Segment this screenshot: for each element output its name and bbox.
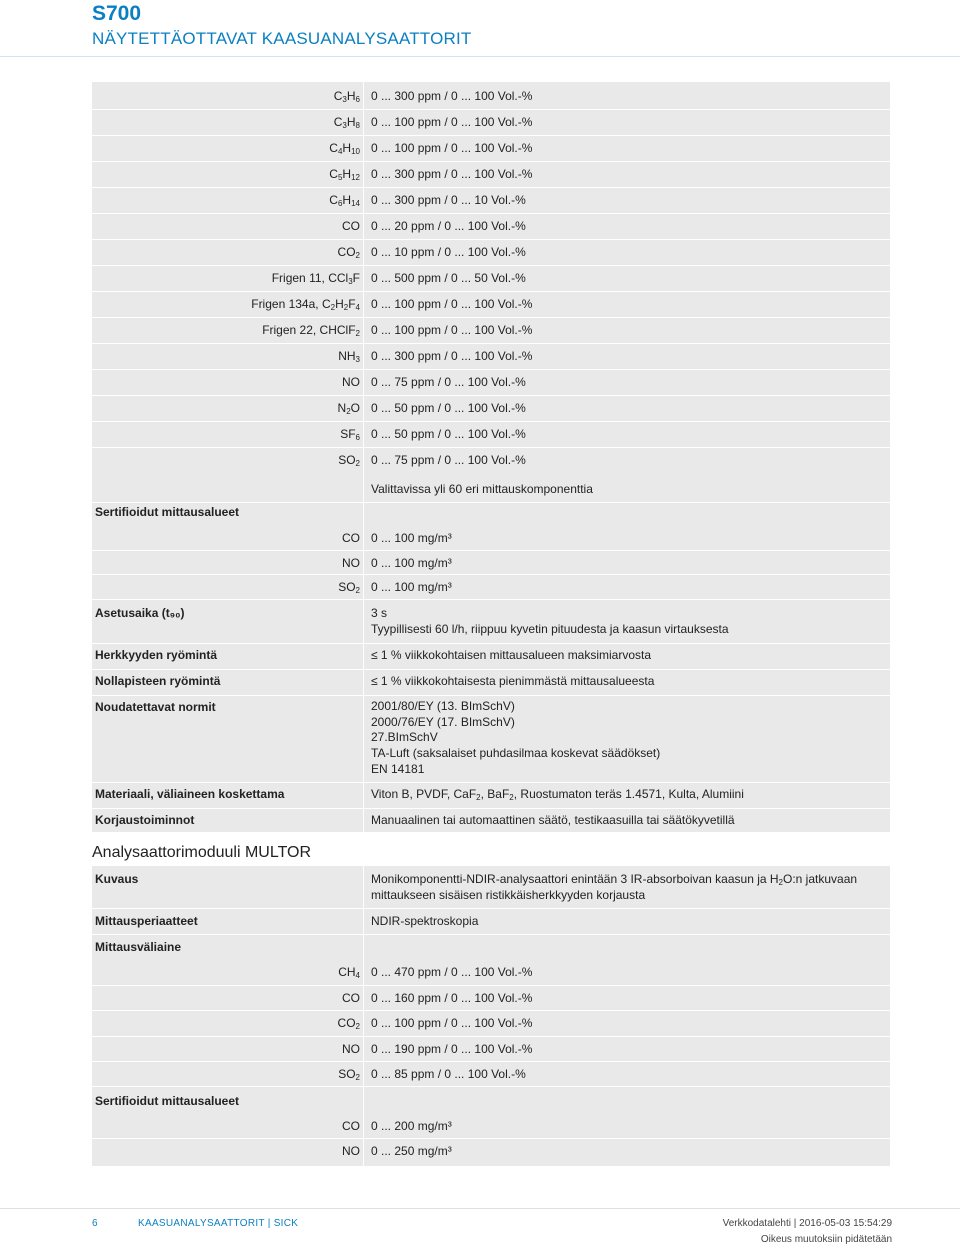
sensitivity-drift-label: Herkkyyden ryömintä bbox=[95, 648, 218, 662]
component-label: $C_4H_{10}$ bbox=[329, 141, 360, 156]
material-label: Materiaali, väliaineen koskettama bbox=[95, 787, 285, 801]
component-label: Frigen 22, CHClF$_2$ bbox=[262, 323, 360, 338]
component-label: Frigen 134a, $C_2H_2F_4$ bbox=[251, 297, 360, 312]
range-value: 0 ... 100 mg/m³ bbox=[371, 580, 452, 594]
component-label: $C_6H_{14}$ bbox=[329, 193, 360, 208]
component-label: $NH_3$ bbox=[338, 349, 360, 364]
range-value: 0 ... 50 ppm / 0 ... 100 Vol.-% bbox=[371, 401, 526, 415]
description-line-1: Monikomponentti-NDIR-analysaattori enintään 3 IR-absorboivan kaasun ja $H_2O:n$ jatkuvaan bbox=[371, 872, 858, 887]
zero-drift-value: ≤ 1 % viikkokohtaisesta pienimmästä mittausalueesta bbox=[371, 674, 655, 688]
range-value: 0 ... 100 mg/m³ bbox=[371, 531, 452, 545]
component-label: $CH_4$ bbox=[338, 965, 360, 980]
range-value: 0 ... 160 ppm / 0 ... 100 Vol.-% bbox=[371, 990, 533, 1005]
response-time-label: Asetusaika (t₉₀) bbox=[95, 606, 185, 620]
range-value: 0 ... 100 ppm / 0 ... 100 Vol.-% bbox=[371, 297, 533, 311]
range-value: 0 ... 100 ppm / 0 ... 100 Vol.-% bbox=[371, 1016, 533, 1030]
range-value: 0 ... 100 ppm / 0 ... 100 Vol.-% bbox=[371, 115, 533, 129]
range-value: 0 ... 100 ppm / 0 ... 100 Vol.-% bbox=[371, 323, 533, 337]
column-divider bbox=[363, 866, 364, 1166]
maintenance-label: Korjaustoiminnot bbox=[95, 813, 195, 827]
range-value: 0 ... 300 ppm / 0 ... 10 Vol.-% bbox=[371, 193, 526, 207]
principle-value: NDIR-spektroskopia bbox=[371, 914, 479, 928]
range-value: 0 ... 500 ppm / 0 ... 50 Vol.-% bbox=[371, 271, 526, 285]
component-label: $SO_2$ bbox=[338, 453, 360, 468]
page-number: 6 bbox=[92, 1218, 98, 1229]
component-label: $CO_2$ bbox=[337, 245, 360, 260]
range-value: 0 ... 470 ppm / 0 ... 100 Vol.-% bbox=[371, 965, 533, 979]
norms-label: Noudatettavat normit bbox=[95, 700, 216, 714]
principle-label: Mittausperiaatteet bbox=[95, 914, 198, 928]
product-code: S700 bbox=[92, 2, 142, 25]
maintenance-value: Manuaalinen tai automaattinen säätö, testikaasuilla tai säätökyvetillä bbox=[371, 813, 735, 827]
range-value: 0 ... 75 ppm / 0 ... 100 Vol.-% bbox=[371, 375, 526, 389]
component-label: $N_2O$ bbox=[337, 401, 360, 416]
norm-1: 2001/80/EY (13. BImSchV) bbox=[371, 699, 515, 713]
component-label: CO bbox=[342, 219, 360, 233]
footer-brand: KAASUANALYSAATTORIT | SICK bbox=[138, 1218, 299, 1229]
range-value: 0 ... 20 ppm / 0 ... 100 Vol.-% bbox=[371, 219, 526, 233]
description-line-2: mittaukseen sisäisen ristikkäisherkkyyden korjausta bbox=[371, 888, 646, 902]
material-value: Viton B, PVDF, CaF$_2$, BaF$_2$, Ruostumaton teräs 1.4571, Kulta, Alumiini bbox=[371, 787, 744, 802]
norm-3: 27.BImSchV bbox=[371, 730, 438, 744]
page-title: NÄYTETTÄOTTAVAT KAASUANALYSAATTORIT bbox=[92, 29, 472, 48]
range-value: 0 ... 250 mg/m³ bbox=[371, 1144, 452, 1158]
zero-drift-label: Nollapisteen ryömintä bbox=[95, 674, 221, 688]
range-value: 0 ... 300 ppm / 0 ... 100 Vol.-% bbox=[371, 167, 533, 181]
norm-4: TA-Luft (saksalaiset puhdasilmaa koskevat säädökset) bbox=[371, 746, 661, 760]
norm-5: EN 14181 bbox=[371, 762, 425, 776]
range-value: 0 ... 300 ppm / 0 ... 100 Vol.-% bbox=[371, 349, 533, 363]
component-label: NO bbox=[342, 1041, 360, 1056]
component-label: NO bbox=[342, 375, 360, 389]
range-value: 0 ... 100 ppm / 0 ... 100 Vol.-% bbox=[371, 141, 533, 155]
range-value: 0 ... 200 mg/m³ bbox=[371, 1119, 452, 1133]
range-value: 0 ... 10 ppm / 0 ... 100 Vol.-% bbox=[371, 245, 526, 259]
section-title: Analysaattorimoduuli MULTOR bbox=[92, 844, 312, 861]
component-label: $CO_2$ bbox=[337, 1016, 360, 1031]
spec-table-1 bbox=[92, 82, 890, 832]
range-value: 0 ... 100 mg/m³ bbox=[371, 555, 452, 570]
range-value: 0 ... 85 ppm / 0 ... 100 Vol.-% bbox=[371, 1067, 526, 1081]
page-header bbox=[0, 0, 960, 60]
component-label: $C_3H_8$ bbox=[333, 115, 360, 130]
component-label: $C_3H_6$ bbox=[333, 89, 360, 104]
component-label: NO bbox=[342, 555, 360, 570]
range-value: 0 ... 75 ppm / 0 ... 100 Vol.-% bbox=[371, 453, 526, 467]
component-label: $SF_6$ bbox=[340, 427, 360, 442]
sensitivity-drift-value: ≤ 1 % viikkokohtaisen mittausalueen maksimiarvosta bbox=[371, 648, 652, 662]
header-rule bbox=[0, 56, 960, 57]
component-label: CO bbox=[342, 1119, 360, 1133]
medium-label: Mittausväliaine bbox=[95, 940, 182, 954]
component-label: CO bbox=[342, 531, 360, 545]
norm-2: 2000/76/EY (17. BImSchV) bbox=[371, 715, 515, 729]
response-time-value: 3 s bbox=[371, 606, 388, 620]
flow-value: Tyypillisesti 60 l/h, riippuu kyvetin pituudesta ja kaasun virtauksesta bbox=[371, 622, 729, 636]
spec-table-2 bbox=[92, 866, 890, 1166]
component-label: CO bbox=[342, 990, 360, 1005]
range-value: 0 ... 300 ppm / 0 ... 100 Vol.-% bbox=[371, 89, 533, 103]
component-label: $SO_2$ bbox=[338, 1067, 360, 1082]
component-label: Frigen 11, CCl$_3$F bbox=[271, 271, 360, 286]
footer-datasheet: Verkkodatalehti | 2016-05-03 15:54:29 bbox=[722, 1218, 892, 1229]
note-text: Valittavissa yli 60 eri mittauskomponenttia bbox=[371, 482, 593, 496]
range-value: 0 ... 50 ppm / 0 ... 100 Vol.-% bbox=[371, 427, 526, 441]
cert-label-2: Sertifioidut mittausalueet bbox=[95, 1094, 240, 1108]
component-label: $C_5H_{12}$ bbox=[329, 167, 360, 182]
column-divider bbox=[363, 82, 364, 832]
footer-disclaimer: Oikeus muutoksiin pidätetään bbox=[760, 1234, 892, 1245]
component-label: NO bbox=[342, 1144, 360, 1158]
cert-label: Sertifioidut mittausalueet bbox=[95, 505, 240, 519]
range-value: 0 ... 190 ppm / 0 ... 100 Vol.-% bbox=[371, 1041, 533, 1056]
component-label: $SO_2$ bbox=[338, 580, 360, 595]
description-label: Kuvaus bbox=[95, 872, 139, 886]
page-footer bbox=[0, 1208, 960, 1248]
